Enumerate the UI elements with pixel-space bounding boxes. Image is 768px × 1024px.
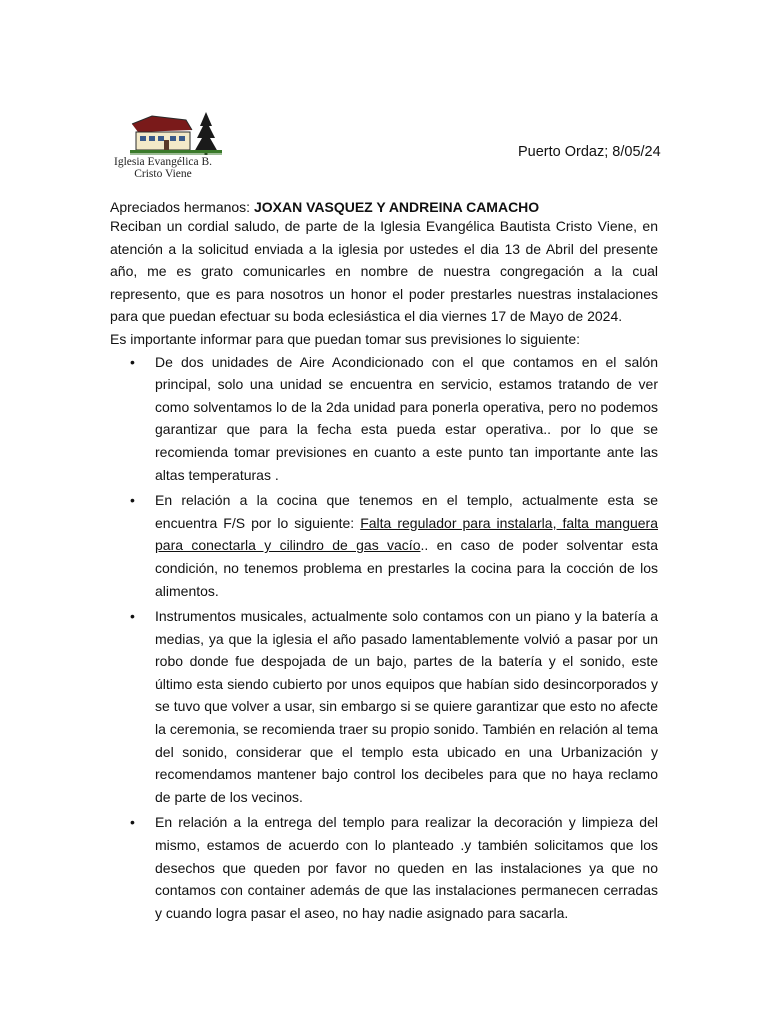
bullet-icon: • [130, 814, 135, 831]
place-date: Puerto Ordaz; 8/05/24 [518, 144, 661, 160]
bullet-icon: • [130, 353, 135, 370]
item-text-before: En relación a la cocina que tenemos en el templo, actualmente esta se encuentra F/S por lo siguiente: [155, 492, 658, 531]
list-item-temple-delivery [110, 811, 658, 924]
bullet-icon: • [130, 608, 135, 625]
logo-name-line1: Iglesia Evangélica B. [113, 156, 213, 168]
list-item-kitchen [110, 489, 658, 602]
item-text-after: .. en caso de poder solventar esta condición, no tenemos problema en prestarles la cocina para la cocción de los alimentos. [155, 537, 658, 599]
bullet-icon: • [130, 492, 135, 509]
item-text: Instrumentos musicales, actualmente solo contamos con un piano y la batería a medias, ya que la iglesia el año pasado lamentablemente volvió a pasar por un robo donde fue despojada de un bajo, partes de la batería y el sonido, este último esta siendo cubierto por unos equipos que habían sido desincorporados y se tuvo que volver a usar, sin embargo si se quiere garantizar que esto no afecte la ceremonia, se recomienda traer su propio sonido. También en relación al tema del sonido, considerar que el templo esta ubicado en una Urbanización y recomendamos mantener bajo control los decibeles para que no haya reclamo de parte de los vecinos. [155, 608, 658, 805]
opening-paragraph: Reciban un cordial saludo, de parte de la Iglesia Evangélica Bautista Cristo Viene, en atención a la solicitud enviada a la iglesia por ustedes el dia 13 de Abril del presente año, me es grato comunicarles en nombre de nuestra congregación a la cual represento, que es para nosotros un honor el poder prestarles nuestras instalaciones para que puedan efectuar su boda eclesiástica el dia viernes 17 de Mayo de 2024. [110, 218, 658, 325]
greeting-names: JOXAN VASQUEZ Y ANDREINA CAMACHO [253, 199, 540, 215]
church-building-icon [130, 110, 222, 156]
item-text-underlined: Falta regulador para instalarla, falta manguera para conectarla y cilindro de gas vacío [155, 514, 659, 554]
list-item-instruments [110, 605, 658, 808]
list-item-air-conditioning [110, 351, 658, 487]
notice-list [110, 351, 658, 925]
item-text: En relación a la entrega del templo para realizar la decoración y limpieza del mismo, estamos de acuerdo con lo planteado .y también solicitamos que los desechos que queden por favor no queden en las instalaciones ya que no contamos con container además de que las instalaciones permanecen cerradas y cuando logra pasar el aseo, no hay nadie asignado para sacarla. [155, 814, 658, 921]
intro-line: Es importante informar para que puedan tomar sus previsiones lo siguiente: [110, 330, 581, 347]
church-logo [102, 110, 232, 180]
letter-body [110, 199, 658, 927]
greeting [110, 199, 658, 215]
logo-name-line2: Cristo Viene [134, 168, 192, 180]
item-text: De dos unidades de Aire Acondicionado con el que contamos en el salón principal, solo una unidad se encuentra en servicio, estamos tratando de ver como solventamos lo de la 2da unidad para ponerla operativa, pero no podemos garantizar que para la fecha esta pueda estar operativa.. por lo que se recomienda tomar previsiones en cuanto a este punto tan importante ante las altas temperaturas . [155, 353, 658, 483]
greeting-prefix: Apreciados hermanos: [110, 199, 254, 215]
